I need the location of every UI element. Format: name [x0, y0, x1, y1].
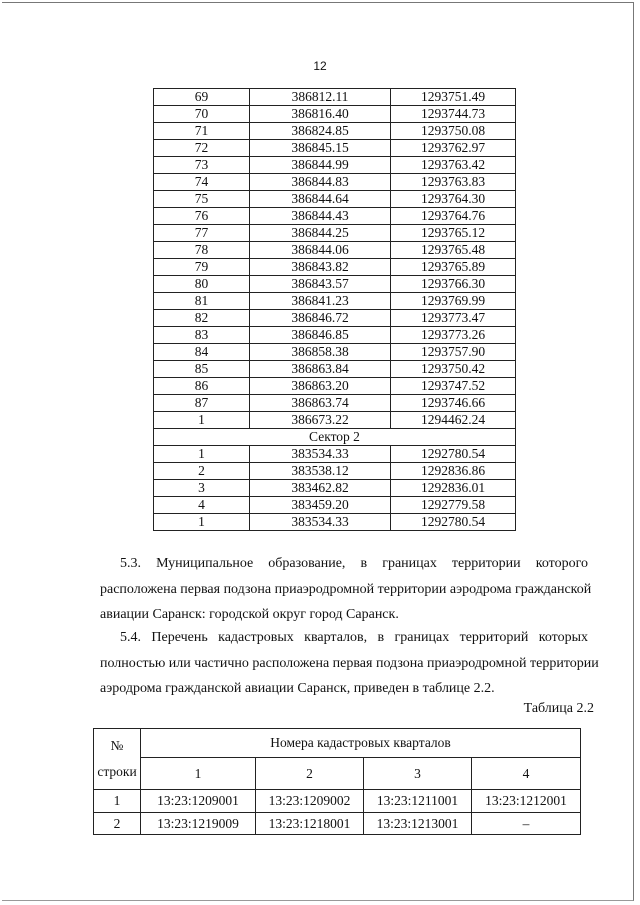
x-coordinate-cell: 383534.33 — [250, 446, 391, 463]
table-row — [154, 123, 516, 140]
y-coordinate-cell: 1292836.86 — [391, 463, 516, 480]
paragraph-5-4 — [100, 625, 599, 702]
x-coordinate-cell: 386844.25 — [250, 225, 391, 242]
col-number: 2 — [256, 758, 364, 790]
table-row — [154, 276, 516, 293]
col-number: 1 — [141, 758, 256, 790]
x-coordinate-cell: 386845.15 — [250, 140, 391, 157]
y-coordinate-cell: 1293764.76 — [391, 208, 516, 225]
y-coordinate-cell: 1292780.54 — [391, 514, 516, 531]
table-row — [154, 140, 516, 157]
point-number-cell: 85 — [154, 361, 250, 378]
cell: 13:23:1219009 — [141, 813, 256, 835]
y-coordinate-cell: 1293747.52 — [391, 378, 516, 395]
point-number-cell: 3 — [154, 480, 250, 497]
y-coordinate-cell: 1293765.12 — [391, 225, 516, 242]
point-number-cell: 86 — [154, 378, 250, 395]
y-coordinate-cell: 1293773.47 — [391, 310, 516, 327]
table-row — [154, 497, 516, 514]
x-coordinate-cell: 386846.72 — [250, 310, 391, 327]
cell: 13:23:1211001 — [364, 790, 472, 813]
header-group: Номера кадастровых кварталов — [141, 729, 581, 758]
paragraph-5-3-line-1: 5.3. Муниципальное образование, в границах территории которого — [120, 556, 588, 571]
table-row — [154, 378, 516, 395]
y-coordinate-cell: 1292836.01 — [391, 480, 516, 497]
x-coordinate-cell: 383459.20 — [250, 497, 391, 514]
x-coordinate-cell: 386843.82 — [250, 259, 391, 276]
paragraph-5-4-line-1: 5.4. Перечень кадастровых кварталов, в границах территорий которых — [120, 630, 588, 645]
table-row — [154, 157, 516, 174]
paragraph-5-4-line-2: полностью или частично расположена первая подзона приаэродромной территории — [100, 655, 599, 671]
y-coordinate-cell: 1293765.48 — [391, 242, 516, 259]
y-coordinate-cell: 1292779.58 — [391, 497, 516, 514]
y-coordinate-cell: 1293769.99 — [391, 293, 516, 310]
point-number-cell: 77 — [154, 225, 250, 242]
x-coordinate-cell: 383462.82 — [250, 480, 391, 497]
header-no: № — [110, 738, 124, 753]
table-row — [154, 327, 516, 344]
point-number-cell: 75 — [154, 191, 250, 208]
x-coordinate-cell: 386863.74 — [250, 395, 391, 412]
x-coordinate-cell: 386824.85 — [250, 123, 391, 140]
cell: 13:23:1218001 — [256, 813, 364, 835]
table-row — [154, 259, 516, 276]
table-row — [154, 106, 516, 123]
x-coordinate-cell: 386863.84 — [250, 361, 391, 378]
x-coordinate-cell: 386843.57 — [250, 276, 391, 293]
x-coordinate-cell: 386858.38 — [250, 344, 391, 361]
point-number-cell: 2 — [154, 463, 250, 480]
table-row — [154, 395, 516, 412]
y-coordinate-cell: 1293765.89 — [391, 259, 516, 276]
point-number-cell: 72 — [154, 140, 250, 157]
point-number-cell: 80 — [154, 276, 250, 293]
point-number-cell: 81 — [154, 293, 250, 310]
cell: 13:23:1209002 — [256, 790, 364, 813]
y-coordinate-cell: 1292780.54 — [391, 446, 516, 463]
point-number-cell: 78 — [154, 242, 250, 259]
y-coordinate-cell: 1293763.83 — [391, 174, 516, 191]
point-number-cell: 1 — [154, 446, 250, 463]
point-number-cell: 1 — [154, 514, 250, 531]
x-coordinate-cell: 386844.43 — [250, 208, 391, 225]
x-coordinate-cell: 383538.12 — [250, 463, 391, 480]
table-row — [154, 208, 516, 225]
y-coordinate-cell: 1293750.08 — [391, 123, 516, 140]
x-coordinate-cell: 383534.33 — [250, 514, 391, 531]
x-coordinate-cell: 386841.23 — [250, 293, 391, 310]
y-coordinate-cell: 1294462.24 — [391, 412, 516, 429]
y-coordinate-cell: 1293757.90 — [391, 344, 516, 361]
x-coordinate-cell: 386844.64 — [250, 191, 391, 208]
table-row — [154, 361, 516, 378]
point-number-cell: 87 — [154, 395, 250, 412]
point-number-cell: 79 — [154, 259, 250, 276]
sector-row — [154, 429, 516, 446]
cell: 1 — [94, 790, 141, 813]
header-row-number-cell — [94, 729, 141, 790]
y-coordinate-cell: 1293764.30 — [391, 191, 516, 208]
table-row — [94, 790, 581, 813]
point-number-cell: 76 — [154, 208, 250, 225]
cell: 13:23:1212001 — [472, 790, 581, 813]
header-row: строки — [97, 764, 137, 779]
point-number-cell: 71 — [154, 123, 250, 140]
x-coordinate-cell: 386846.85 — [250, 327, 391, 344]
x-coordinate-cell: 386844.83 — [250, 174, 391, 191]
table-row — [154, 446, 516, 463]
y-coordinate-cell: 1293766.30 — [391, 276, 516, 293]
table-row — [154, 463, 516, 480]
x-coordinate-cell: 386816.40 — [250, 106, 391, 123]
y-coordinate-cell: 1293762.97 — [391, 140, 516, 157]
x-coordinate-cell: 386812.11 — [250, 89, 391, 106]
point-number-cell: 1 — [154, 412, 250, 429]
point-number-cell: 73 — [154, 157, 250, 174]
cadastral-table — [93, 728, 581, 835]
y-coordinate-cell: 1293744.73 — [391, 106, 516, 123]
point-number-cell: 69 — [154, 89, 250, 106]
y-coordinate-cell: 1293763.42 — [391, 157, 516, 174]
table-row — [154, 344, 516, 361]
table-row — [154, 242, 516, 259]
table-row — [154, 480, 516, 497]
table-row — [154, 89, 516, 106]
table-row — [154, 225, 516, 242]
sector-label: Сектор 2 — [154, 429, 516, 446]
x-coordinate-cell: 386844.99 — [250, 157, 391, 174]
x-coordinate-cell: 386673.22 — [250, 412, 391, 429]
y-coordinate-cell: 1293773.26 — [391, 327, 516, 344]
point-number-cell: 84 — [154, 344, 250, 361]
col-number: 3 — [364, 758, 472, 790]
point-number-cell: 4 — [154, 497, 250, 514]
table-row — [154, 310, 516, 327]
point-number-cell: 82 — [154, 310, 250, 327]
cell: – — [472, 813, 581, 835]
cell: 13:23:1213001 — [364, 813, 472, 835]
page-number: 12 — [313, 59, 327, 73]
table-row — [154, 514, 516, 531]
coordinates-table — [153, 88, 516, 531]
paragraph-5-3 — [100, 551, 592, 628]
point-number-cell: 83 — [154, 327, 250, 344]
y-coordinate-cell: 1293750.42 — [391, 361, 516, 378]
cell: 2 — [94, 813, 141, 835]
table-row — [94, 813, 581, 835]
paragraph-5-3-line-3: авиации Саранск: городской округ город Саранск. — [100, 607, 399, 622]
x-coordinate-cell: 386863.20 — [250, 378, 391, 395]
point-number-cell: 70 — [154, 106, 250, 123]
col-number: 4 — [472, 758, 581, 790]
paragraph-5-4-line-3: аэродрома гражданской авиации Саранск, приведен в таблице 2.2. — [100, 681, 495, 696]
point-number-cell: 74 — [154, 174, 250, 191]
table-row — [154, 412, 516, 429]
table-row — [154, 174, 516, 191]
table-row — [154, 293, 516, 310]
paragraph-5-3-line-2: расположена первая подзона приаэродромной территории аэродрома гражданской — [100, 581, 592, 597]
table-caption: Таблица 2.2 — [523, 701, 594, 716]
y-coordinate-cell: 1293746.66 — [391, 395, 516, 412]
x-coordinate-cell: 386844.06 — [250, 242, 391, 259]
cell: 13:23:1209001 — [141, 790, 256, 813]
table-row — [154, 191, 516, 208]
y-coordinate-cell: 1293751.49 — [391, 89, 516, 106]
